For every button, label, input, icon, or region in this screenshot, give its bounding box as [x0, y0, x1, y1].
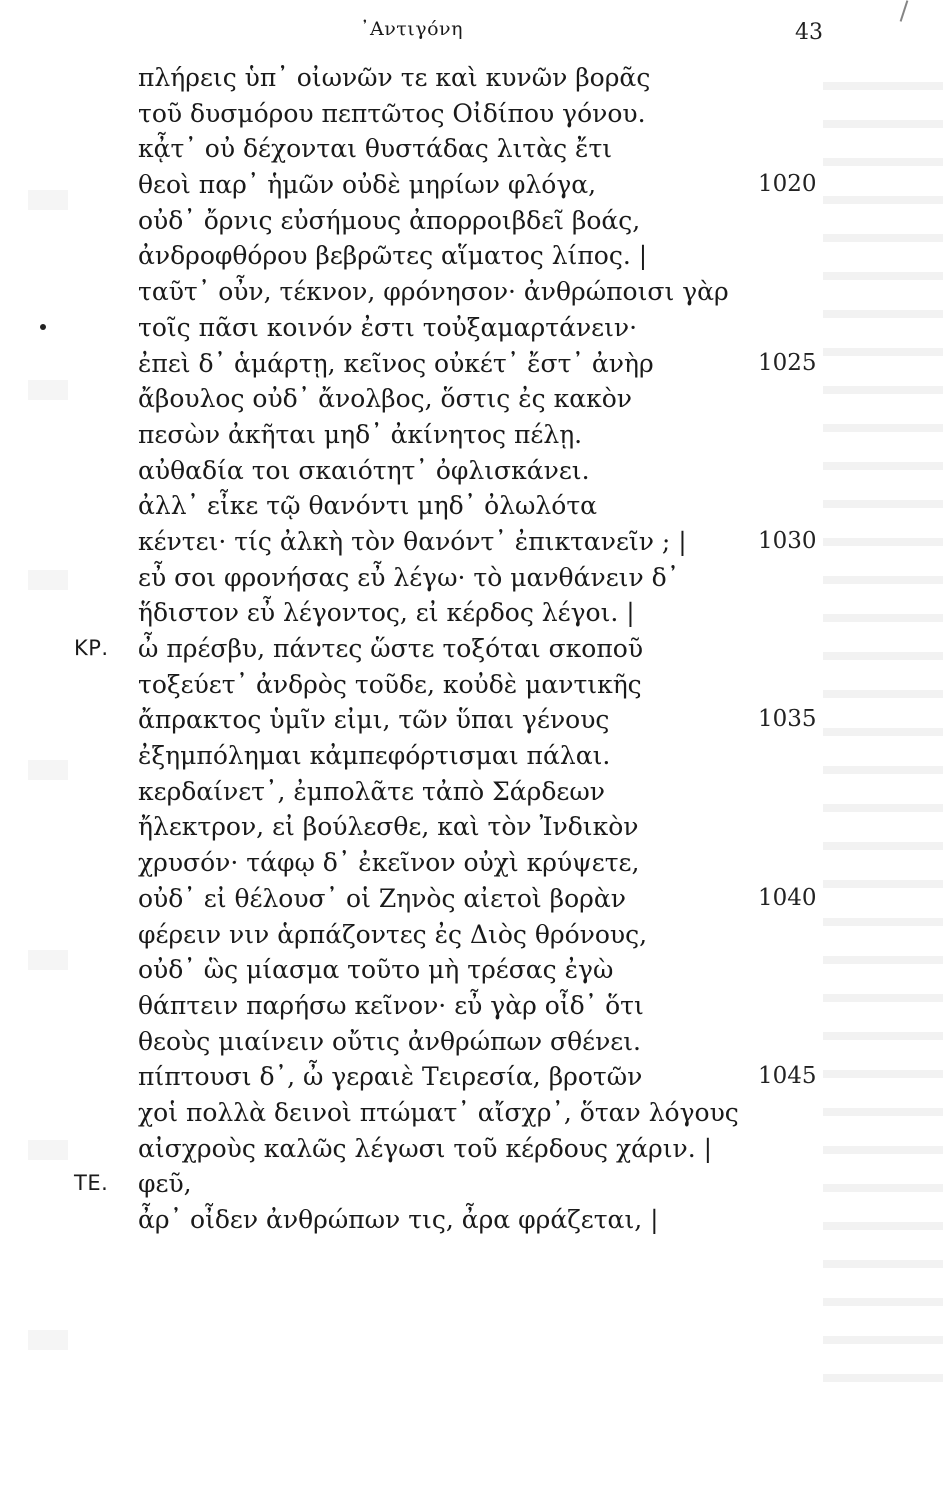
verse-text: θάπτειν παρήσω κεῖνον· εὖ γὰρ οἶδ᾿ ὅτι	[138, 990, 644, 1020]
verse-line	[0, 988, 943, 1024]
verse-line	[0, 1059, 943, 1095]
line-number: 1035	[758, 706, 817, 733]
verse-line	[0, 96, 943, 132]
verse-text: πίπτουσι δ᾿, ὦ γεραιὲ Τειρεσία, βροτῶν	[138, 1062, 643, 1092]
verse-text: ἥδιστον εὖ λέγοντος, εἰ κέρδος λέγοι. |	[138, 598, 635, 628]
margin-dot	[40, 324, 46, 330]
verse-text: τοῖς πᾶσι κοινόν ἐστι τοὐξαμαρτάνειν·	[138, 312, 638, 342]
verse-lines	[0, 60, 943, 1238]
line-number: 1045	[758, 1063, 817, 1090]
verse-text: κερδαίνετ᾿, ἐμπολᾶτε τἀπὸ Σάρδεων	[138, 776, 605, 806]
verse-text: πεσὼν ἀκῆται μηδ᾿ ἀκίνητος πέλῃ.	[138, 419, 583, 449]
verse-line	[0, 60, 943, 96]
verse-text: ἄβουλος οὐδ᾿ ἄνολβος, ὅστις ἐς κακὸν	[138, 384, 632, 414]
verse-line	[0, 631, 943, 667]
verse-line	[0, 809, 943, 845]
verse-line	[0, 952, 943, 988]
verse-text: χοἱ πολλὰ δεινοὶ πτώματ᾿ αἴσχρ᾿, ὅταν λόγους	[138, 1097, 739, 1127]
line-number: 1030	[758, 527, 817, 554]
verse-line	[0, 845, 943, 881]
verse-text: χρυσόν· τάφῳ δ᾿ ἐκεῖνον οὐχὶ κρύψετε,	[138, 848, 640, 878]
verse-line	[0, 167, 943, 203]
verse-line	[0, 346, 943, 382]
verse-line	[0, 310, 943, 346]
corner-mark	[900, 0, 909, 22]
verse-line	[0, 917, 943, 953]
verse-text: φεῦ,	[138, 1169, 192, 1199]
verse-line	[0, 488, 943, 524]
verse-line	[0, 417, 943, 453]
verse-line	[0, 524, 943, 560]
verse-text: θεοὺς μιαίνειν οὔτις ἀνθρώπων σθένει.	[138, 1026, 642, 1056]
verse-line	[0, 238, 943, 274]
verse-line	[0, 738, 943, 774]
verse-line	[0, 1095, 943, 1131]
verse-text: πλήρεις ὑπ᾿ οἰωνῶν τε καὶ κυνῶν βορᾶς	[138, 63, 651, 92]
page-number: 43	[795, 20, 823, 45]
line-number: 1025	[758, 349, 817, 376]
verse-text: ἤλεκτρον, εἰ βούλεσθε, καὶ τὸν Ἰνδικὸν	[138, 812, 639, 842]
verse-line	[0, 1024, 943, 1060]
verse-text: οὐδ᾿ ὄρνις εὐσήμους ἀπορροιβδεῖ βοάς,	[138, 205, 641, 235]
verse-line	[0, 595, 943, 631]
verse-text: ἐπεὶ δ᾿ ἁμάρτῃ, κεῖνος οὐκέτ᾿ ἔστ᾿ ἀνὴρ	[138, 348, 654, 378]
verse-text: ταῦτ᾿ οὖν, τέκνον, φρόνησον· ἀνθρώποισι γὰρ	[138, 277, 729, 307]
verse-line	[0, 131, 943, 167]
verse-text: ἄπρακτος ὑμῖν εἰμι, τῶν ὕπαι γένους	[138, 705, 610, 735]
running-head: ᾿Αντιγόνη	[360, 18, 463, 40]
verse-text: ἐξημπόλημαι κἀμπεφόρτισμαι πάλαι.	[138, 741, 611, 771]
verse-line	[0, 702, 943, 738]
verse-text: θεοὶ παρ᾿ ἡμῶν οὐδὲ μηρίων φλόγα,	[138, 170, 597, 200]
verse-text: ἆρ᾿ οἶδεν ἀνθρώπων τις, ἆρα φράζεται, |	[138, 1205, 659, 1234]
verse-text: ἀλλ᾿ εἶκε τῷ θανόντι μηδ᾿ ὀλωλότα	[138, 491, 598, 521]
verse-line	[0, 1202, 943, 1238]
verse-line	[0, 274, 943, 310]
speaker-label: ΚΡ.	[74, 636, 109, 660]
verse-text: κέντει· τίς ἀλκὴ τὸν θανόντ᾿ ἐπικτανεῖν ; |	[138, 526, 687, 556]
verse-text: φέρειν νιν ἁρπάζοντες ἐς Διὸς θρόνους,	[138, 919, 648, 949]
verse-line	[0, 1166, 943, 1202]
line-number: 1040	[758, 884, 817, 911]
speaker-label: ΤΕ.	[74, 1171, 109, 1196]
verse-text: τοῦ δυσμόρου πεπτῶτος Οἰδίπου γόνου.	[138, 98, 646, 128]
verse-text: ὦ πρέσβυ, πάντες ὥστε τοξόται σκοποῦ	[138, 634, 644, 663]
verse-text: αὐθαδία τοι σκαιότητ᾿ ὀφλισκάνει.	[138, 455, 590, 485]
verse-line	[0, 381, 943, 417]
verse-text: οὐδ᾿ εἰ θέλουσ᾿ οἱ Ζηνὸς αἰετοὶ βορὰν	[138, 883, 626, 913]
verse-line	[0, 667, 943, 703]
verse-text: ἀνδροφθόρου βεβρῶτες αἵματος λίπος. |	[138, 241, 648, 271]
verse-line	[0, 1131, 943, 1167]
verse-line	[0, 203, 943, 239]
verse-text: αἰσχροὺς καλῶς λέγωσι τοῦ κέρδους χάριν. |	[138, 1133, 713, 1163]
verse-text: κᾆτ᾿ οὐ δέχονται θυστάδας λιτὰς ἔτι	[138, 134, 613, 164]
verse-line	[0, 560, 943, 596]
verse-line	[0, 774, 943, 810]
verse-line	[0, 453, 943, 489]
verse-line	[0, 881, 943, 917]
line-number: 1020	[758, 171, 817, 198]
verse-text: οὐδ᾿ ὣς μίασμα τοῦτο μὴ τρέσας ἐγὼ	[138, 955, 614, 985]
verse-text: τοξεύετ᾿ ἀνδρὸς τοῦδε, κοὐδὲ μαντικῆς	[138, 669, 642, 699]
verse-text: εὖ σοι φρονήσας εὖ λέγω· τὸ μανθάνειν δ᾿	[138, 562, 680, 592]
